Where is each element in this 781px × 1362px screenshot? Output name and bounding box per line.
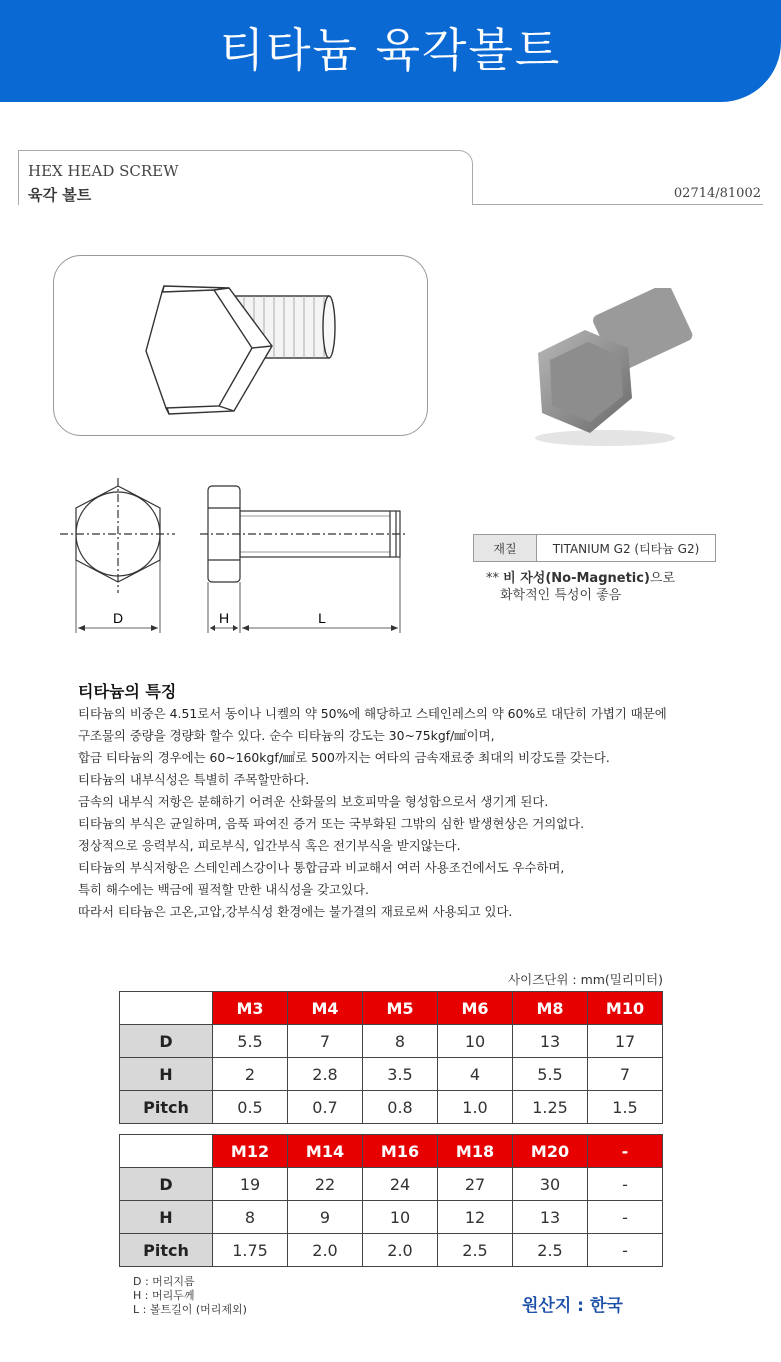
table-header-row (120, 1135, 663, 1168)
row-label: Pitch (120, 1234, 213, 1267)
size-header: M16 (363, 1135, 438, 1168)
table-cell: 2.5 (513, 1234, 588, 1267)
size-header: M10 (588, 992, 663, 1025)
title-banner (0, 0, 781, 102)
table-cell: 0.5 (213, 1091, 288, 1124)
material-value: TITANIUM G2 (티타늄 G2) (552, 541, 700, 556)
row-label: H (120, 1058, 213, 1091)
size-header: - (588, 1135, 663, 1168)
legend-item: L : 볼트길이 (머리제외) (133, 1303, 247, 1316)
product-name-en: HEX HEAD SCREW (28, 162, 179, 180)
material-table (473, 534, 716, 562)
hex-bolt-photo-icon (520, 288, 700, 453)
table-row (120, 1234, 663, 1267)
table-row (120, 1091, 663, 1124)
table-row (120, 1201, 663, 1234)
dimension-legend (133, 1275, 247, 1317)
page-title: 티타늄 육각볼트 (219, 23, 562, 77)
note-prefix: ** (486, 571, 504, 586)
hex-bolt-sketch-icon (54, 256, 426, 434)
table-cell: 24 (363, 1168, 438, 1201)
table-row (120, 1025, 663, 1058)
row-label: H (120, 1201, 213, 1234)
table-cell: 2.5 (438, 1234, 513, 1267)
origin-label: 원산지 : 한국 (522, 1296, 623, 1316)
table-cell: 13 (513, 1201, 588, 1234)
feature-line: 합금 티타늄의 경우에는 60~160kgf/㎟로 500까지는 여타의 금속재료중 최대의 비강도를 갖는다. (78, 750, 610, 765)
feature-line: 티타늄의 부식저항은 스테인레스강이나 통합금과 비교해서 여러 사용조건에서도 우수하며, (78, 860, 565, 875)
spec-table-1 (119, 991, 663, 1124)
legend-item: D : 머리지름 (133, 1275, 195, 1288)
table-cell: 9 (288, 1201, 363, 1234)
feature-line: 티타늄의 비중은 4.51로서 동이나 니켈의 약 50%에 해당하고 스테인레스의 약 60%로 대단히 가볍기 때문에 (78, 706, 667, 721)
table-cell: 13 (513, 1025, 588, 1058)
size-header: M8 (513, 992, 588, 1025)
table-cell: 2.0 (363, 1234, 438, 1267)
feature-line: 정상적으로 응력부식, 피로부식, 입간부식 혹은 전기부식을 받지않는다. (78, 838, 461, 853)
bolt-illustration (53, 255, 428, 436)
size-header: M4 (288, 992, 363, 1025)
table-cell: 8 (213, 1201, 288, 1234)
product-name-ko: 육각 볼트 (28, 186, 92, 204)
dim-label-l: L (318, 610, 326, 626)
spec-table-2 (119, 1134, 663, 1267)
row-label: D (120, 1168, 213, 1201)
product-code: 02714/81002 (673, 186, 761, 201)
row-label: D (120, 1025, 213, 1058)
feature-line: 따라서 티타늄은 고온,고압,강부식성 환경에는 불가결의 재료로써 사용되고 있다. (78, 904, 513, 919)
table-cell: - (588, 1168, 663, 1201)
feature-line: 구조물의 중량을 경량화 할수 있다. 순수 티타늄의 강도는 30~75kgf/㎟이며, (78, 728, 495, 743)
size-header: M12 (213, 1135, 288, 1168)
size-header: M6 (438, 992, 513, 1025)
table-cell: 7 (588, 1058, 663, 1091)
dim-label-d: D (112, 610, 124, 626)
dimension-drawing (60, 478, 410, 638)
note-bold: 비 자성(No-Magnetic) (503, 571, 650, 586)
size-header: M5 (363, 992, 438, 1025)
table-cell: - (588, 1201, 663, 1234)
table-cell: 22 (288, 1168, 363, 1201)
feature-line: 티타늄의 부식은 균일하며, 음푹 파여진 증거 또는 국부화된 그밖의 심한 발생현상은 거의없다. (78, 816, 585, 831)
feature-line: 특히 해수에는 백금에 필적할 만한 내식성을 갖고있다. (78, 882, 369, 897)
size-header: M3 (213, 992, 288, 1025)
table-corner (120, 992, 213, 1025)
feature-line: 티타늄의 내부식성은 특별히 주목할만하다. (78, 772, 310, 787)
material-note-line2: 화학적인 특성이 좋음 (500, 588, 622, 603)
table-cell: 30 (513, 1168, 588, 1201)
bolt-photo (520, 288, 700, 453)
table-cell: 2.8 (288, 1058, 363, 1091)
table-cell: - (588, 1234, 663, 1267)
table-row (120, 1168, 663, 1201)
table-row (120, 1058, 663, 1091)
table-cell: 4 (438, 1058, 513, 1091)
size-header: M14 (288, 1135, 363, 1168)
row-label: Pitch (120, 1091, 213, 1124)
note-suffix: 으로 (649, 571, 676, 586)
table-cell: 8 (363, 1025, 438, 1058)
features-title: 티타늄의 특징 (78, 682, 177, 701)
feature-line: 금속의 내부식 저항은 분해하기 어려운 산화물의 보호피막을 형성함으로서 생기게 된다. (78, 794, 549, 809)
size-header: M20 (513, 1135, 588, 1168)
table-header-row (120, 992, 663, 1025)
table-cell: 1.5 (588, 1091, 663, 1124)
table-cell: 12 (438, 1201, 513, 1234)
table-cell: 5.5 (513, 1058, 588, 1091)
table-cell: 0.8 (363, 1091, 438, 1124)
table-cell: 0.7 (288, 1091, 363, 1124)
table-cell: 17 (588, 1025, 663, 1058)
table-cell: 27 (438, 1168, 513, 1201)
table-cell: 1.0 (438, 1091, 513, 1124)
legend-item: H : 머리두께 (133, 1289, 195, 1302)
features-list (78, 704, 758, 924)
table-cell: 10 (363, 1201, 438, 1234)
table-corner (120, 1135, 213, 1168)
table-cell: 10 (438, 1025, 513, 1058)
table-cell: 3.5 (363, 1058, 438, 1091)
table-cell: 2 (213, 1058, 288, 1091)
divider (473, 204, 763, 205)
dim-label-h: H (218, 610, 230, 626)
size-unit-note: 사이즈단위 : mm(밀리미터) (508, 972, 663, 987)
material-label: 재질 (474, 535, 537, 561)
table-cell: 7 (288, 1025, 363, 1058)
table-cell: 1.25 (513, 1091, 588, 1124)
table-cell: 2.0 (288, 1234, 363, 1267)
size-header: M18 (438, 1135, 513, 1168)
table-cell: 19 (213, 1168, 288, 1201)
table-cell: 1.75 (213, 1234, 288, 1267)
table-cell: 5.5 (213, 1025, 288, 1058)
